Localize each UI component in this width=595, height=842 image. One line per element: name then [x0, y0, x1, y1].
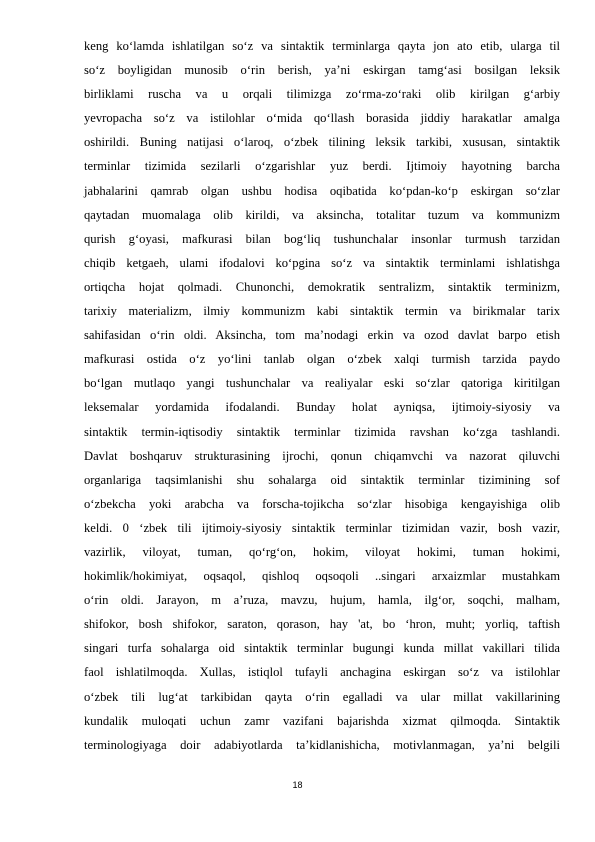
paragraph-line: yevropacha so‘z va istilohlar o‘mida qo‘llash borasida jiddiy harakatlar amalga	[84, 111, 560, 126]
paragraph-line: ortiqcha hojat qolmadi. Chunonchi, demokratik sentralizm, sintaktik terminizm,	[84, 279, 560, 294]
paragraph-line: qurish g‘oyasi, mafkurasi bilan bog‘liq tushunchalar insonlar turmush tarzidan	[84, 231, 560, 246]
paragraph-line: faol ishlatilmoqda. Xullas, istiqlol tufayli anchagina eskirgan so‘z va istilohlar	[84, 665, 560, 680]
paragraph-line: terminlar tizimida sezilarli o‘zgarishlar yuz berdi. Ijtimoiy hayotning barcha	[84, 159, 560, 174]
paragraph-line: Davlat boshqaruv strukturasining ijrochi, qonun chiqamvchi va nazorat qiluvchi	[84, 448, 560, 463]
paragraph-line: bo‘lgan mutlaqo yangi tushunchalar va realiyalar eski so‘zlar qatoriga kiritilgan	[84, 376, 560, 391]
paragraph-line: vazirlik, viloyat, tuman, qo‘rg‘on, hokim, viloyat hokimi, tuman hokimi,	[84, 544, 560, 559]
paragraph-line: sahifasidan o‘rin oldi. Aksincha, tom ma’nodagi erkin va ozod davlat barpo etish	[84, 328, 560, 343]
paragraph-line: tarixiy materializm, ilmiy kommunizm kabi sintaktik termin va birikmalar tarix	[84, 304, 560, 319]
paragraph-line: keldi. 0 ‘zbek tili ijtimoiy-siyosiy sintaktik terminlar tizimidan vazir, bosh vazir,	[84, 520, 560, 535]
body-paragraph	[84, 34, 560, 757]
paragraph-line: singari turfa sohalarga oid sintaktik terminlar bugungi kunda millat vakillari tilida	[84, 641, 560, 656]
paragraph-line: shifokor, bosh shifokor, saraton, qorason, hay 'at, bo ‘hron, muht; yorliq, taftish	[84, 617, 560, 632]
paragraph-line: terminologiyaga doir adabiyotlarda ta’kidlanishicha, motivlanmagan, ya’ni belgili	[84, 737, 560, 752]
paragraph-line: so‘z boyligidan munosib o‘rin berish, ya’ni eskirgan tamg‘asi bosilgan leksik	[84, 63, 560, 78]
paragraph-line: kundalik muloqati uchun zamr vazifani bajarishda xizmat qilmoqda. Sintaktik	[84, 713, 560, 728]
paragraph-line: jabhalarini qamrab olgan ushbu hodisa oqibatida ko‘pdan-ko‘p eskirgan so‘zlar	[84, 183, 560, 198]
page-number: 18	[292, 780, 303, 790]
paragraph-line: o‘zbekcha yoki arabcha va forscha-tojikcha so‘zlar hisobiga kengayishiga olib	[84, 496, 560, 511]
paragraph-line: o‘zbek tili lug‘at tarkibidan qayta o‘rin egalladi va ular millat vakillarining	[84, 689, 560, 704]
paragraph-line: leksemalar yordamida ifodalandi. Bunday holat ayniqsa, ijtimoiy-siyosiy va	[84, 400, 560, 415]
paragraph-line: mafkurasi ostida o‘z yo‘lini tanlab olgan o‘zbek xalqi turmish tarzida paydo	[84, 352, 560, 367]
paragraph-line: o‘rin oldi. Jarayon, m a’ruza, mavzu, hujum, hamla, ilg‘or, soqchi, malham,	[84, 593, 560, 608]
paragraph-line: qaytadan muomalaga olib kirildi, va aksincha, totalitar tuzum va kommunizm	[84, 207, 560, 222]
paragraph-line: keng ko‘lamda ishlatilgan so‘z va sintaktik terminlarga qayta jon ato etib, ularga til	[84, 39, 560, 53]
paragraph-line: birliklami ruscha va u orqali tilimizga zo‘rma-zo‘raki olib kirilgan g‘arbiy	[84, 87, 560, 102]
paragraph-line: organlariga taqsimlanishi shu sohalarga oid sintaktik terminlar tizimining sof	[84, 472, 560, 487]
paragraph-line: chiqib ketgaeh, ulami ifodalovi ko‘pgina so‘z va sintaktik terminlami ishlatishga	[84, 255, 560, 270]
paragraph-line: hokimlik/hokimiyat, oqsaqol, qishloq oqsoqoli ..singari arxaizmlar mustahkam	[84, 569, 560, 584]
paragraph-line: oshirildi. Buning natijasi o‘laroq, o‘zbek tilining leksik tarkibi, xususan, sintaktik	[84, 135, 560, 150]
paragraph-line: sintaktik termin-iqtisodiy sintaktik terminlar tizimida ravshan ko‘zga tashlandi.	[84, 424, 560, 439]
